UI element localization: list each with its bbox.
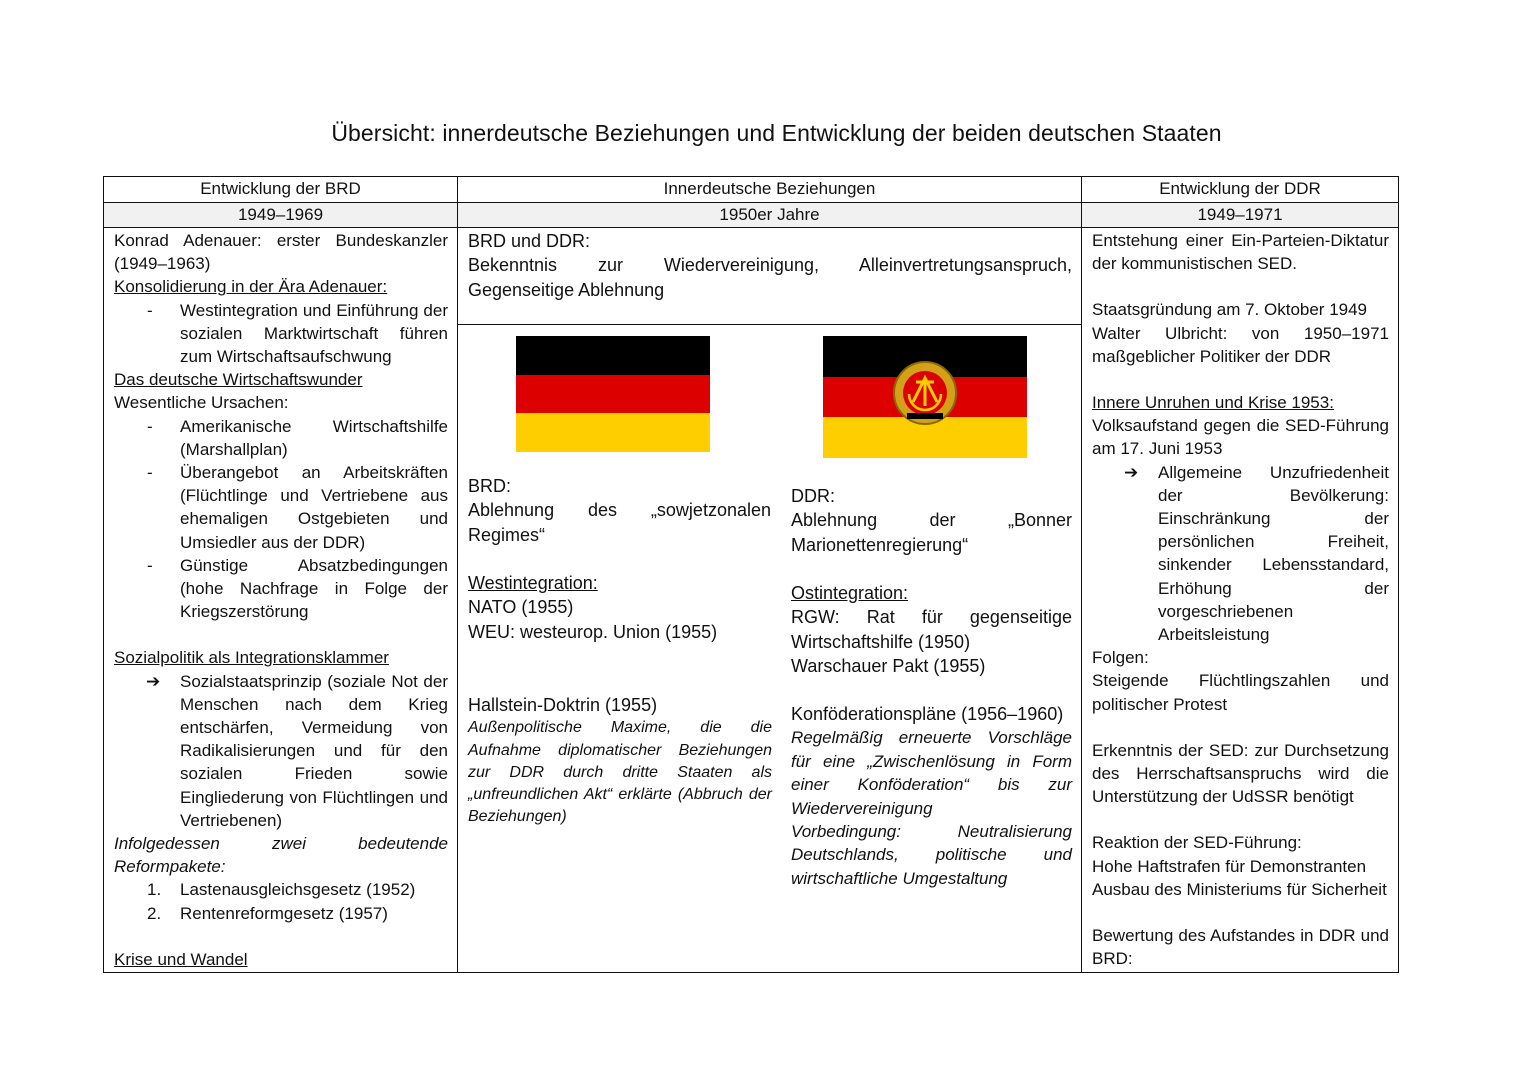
list-item: - Überangebot an Arbeitskräften (Flüchtlinge und Vertriebene aus ehemaligen Ostgebieten und Umsiedler aus der DDR) — [147, 463, 448, 552]
staatsgruendung: Staatsgründung am 7. Oktober 1949 — [1092, 300, 1368, 320]
bewertung: Bewertung des Aufstandes in DDR und BRD: — [1092, 926, 1389, 969]
krise-heading: Krise und Wandel — [114, 949, 248, 969]
ddr-ablehnung: Ablehnung der „Bonner Marionettenregierung“ — [791, 510, 1072, 555]
westintegration-heading: Westintegration: — [468, 573, 598, 593]
volksaufstand: Volksaufstand gegen die SED-Führung am 17. Juni 1953 — [1092, 416, 1389, 459]
list-item: - Amerikanische Wirtschaftshilfe (Marshallplan) — [147, 416, 448, 459]
reform-intro: Infolgedessen zwei bedeutende Reformpakete: — [114, 834, 448, 877]
header-ddr: Entwicklung der DDR — [1159, 179, 1321, 198]
list-item: - Westintegration und Einführung der sozialen Marktwirtschaft führen zum Wirtschaftsaufschwung — [147, 300, 448, 367]
inner-both — [468, 229, 1072, 302]
konsolidierung-heading: Konsolidierung in der Ära Adenauer: — [114, 277, 388, 297]
list-item: Warschauer Pakt (1955) — [791, 656, 986, 677]
sozialpolitik-heading: Sozialpolitik als Integrationsklammer — [114, 648, 389, 668]
inner-ddr — [791, 484, 1072, 557]
reaktion-label: Reaktion der SED-Führung: — [1092, 833, 1302, 853]
period-ddr: 1949–1971 — [1082, 203, 1398, 227]
brd-ablehnung: Ablehnung des „sowjetzonalen Regimes“ — [468, 500, 771, 545]
brd-column — [114, 229, 448, 971]
konfoederation-heading: Konföderationspläne (1956–1960) — [791, 704, 1064, 724]
arrow-right-icon: ➔ — [1124, 462, 1139, 482]
folgen-text: Steigende Flüchtlingszahlen und politischer Protest — [1092, 671, 1389, 714]
ursachen-label: Wesentliche Ursachen: — [114, 393, 289, 413]
list-item: ➔ Allgemeine Unzufriedenheit der Bevölkerung: Einschränkung der persönlichen Freiheit, sinkender Lebensstandard, Erhöhung der vorgeschriebenen Arbeitsleistung — [1124, 462, 1389, 645]
wirtschaftswunder-heading: Das deutsche Wirtschaftswunder — [114, 370, 363, 390]
list-item: RGW: Rat für gegenseitige Wirtschaftshilfe (1950) — [791, 607, 1072, 652]
ddr-column — [1092, 229, 1389, 970]
period-brd: 1949–1969 — [104, 203, 457, 227]
ddr-flag-image — [823, 336, 1027, 458]
hallstein-block — [468, 693, 772, 828]
list-item: Hohe Haftstrafen für Demonstranten — [1092, 856, 1367, 876]
arrow-right-icon: ➔ — [146, 671, 161, 691]
list-item: NATO (1955) — [468, 597, 574, 618]
ostintegration-heading: Ostintegration: — [791, 583, 909, 603]
ddr-emblem-icon — [823, 336, 1027, 458]
konfoederation-text: Regelmäßig erneuerte Vorschläge für eine „Zwischenlösung in Form einer Konföderation“ bis zur Wiedervereinigung — [791, 728, 1072, 818]
list-item: - Günstige Absatzbedingungen (hohe Nachfrage in Folge der Kriegszerstörung — [147, 555, 448, 622]
ddr-label: DDR: — [791, 486, 835, 506]
erkenntnis: Erkenntnis der SED: zur Durchsetzung des Herrschaftsanspruchs wird die Unterstützung der UdSSR benötigt — [1092, 740, 1389, 807]
inner-brd — [468, 474, 771, 547]
header-inner: Innerdeutsche Beziehungen — [663, 179, 876, 198]
konfoederation-block — [791, 702, 1072, 890]
westintegration-block — [468, 571, 771, 644]
period-inner: 1950er Jahre — [458, 203, 1081, 227]
ostintegration-block — [791, 581, 1072, 679]
ulbricht: Walter Ulbricht: von 1950–1971 maßgeblicher Politiker der DDR — [1092, 323, 1389, 366]
brd-flag-image — [516, 336, 710, 452]
brd-label: BRD: — [468, 476, 512, 496]
page-title: Übersicht: innerdeutsche Beziehungen und Entwicklung der beiden deutschen Staaten — [331, 120, 1222, 146]
list-item: 1. Lastenausgleichsgesetz (1952) — [147, 880, 416, 900]
list-item: ➔ Sozialstaatsprinzip (soziale Not der Menschen nach dem Krieg entschärfen, Vermeidung von Radikalisierungen und für den sozialen Frieden sowie Eingliederung von Flüchtlingen und Vertriebenen) — [146, 671, 448, 830]
vorbedingung-text: Vorbedingung: Neutralisierung Deutschlands, politische und wirtschaftliche Umgestaltung — [791, 822, 1072, 888]
list-item: WEU: westeurop. Union (1955) — [468, 621, 718, 642]
hallstein-heading: Hallstein-Doktrin (1955) — [468, 695, 658, 715]
unruhen-heading: Innere Unruhen und Krise 1953: — [1092, 393, 1334, 413]
list-item: 2. Rentenreformgesetz (1957) — [147, 903, 388, 923]
folgen-label: Folgen: — [1092, 648, 1149, 668]
brd-intro: Konrad Adenauer: erster Bundeskanzler (1949–1963) — [114, 231, 448, 274]
both-text: Bekenntnis zur Wiedervereinigung, Alleinvertretungsanspruch, Gegenseitige Ablehnung — [468, 255, 1072, 300]
ddr-intro: Entstehung einer Ein-Parteien-Diktatur der kommunistischen SED. — [1092, 231, 1389, 274]
header-brd: Entwicklung der BRD — [200, 179, 361, 198]
list-item: Ausbau des Ministeriums für Sicherheit — [1092, 879, 1387, 899]
both-label: BRD und DDR: — [468, 231, 591, 251]
hallstein-text: Außenpolitische Maxime, die die Aufnahme diplomatischer Beziehungen zur DDR durch dritte Staaten als „unfreundlichen Akt“ erklärte (Abbruch der Beziehungen) — [468, 719, 772, 826]
